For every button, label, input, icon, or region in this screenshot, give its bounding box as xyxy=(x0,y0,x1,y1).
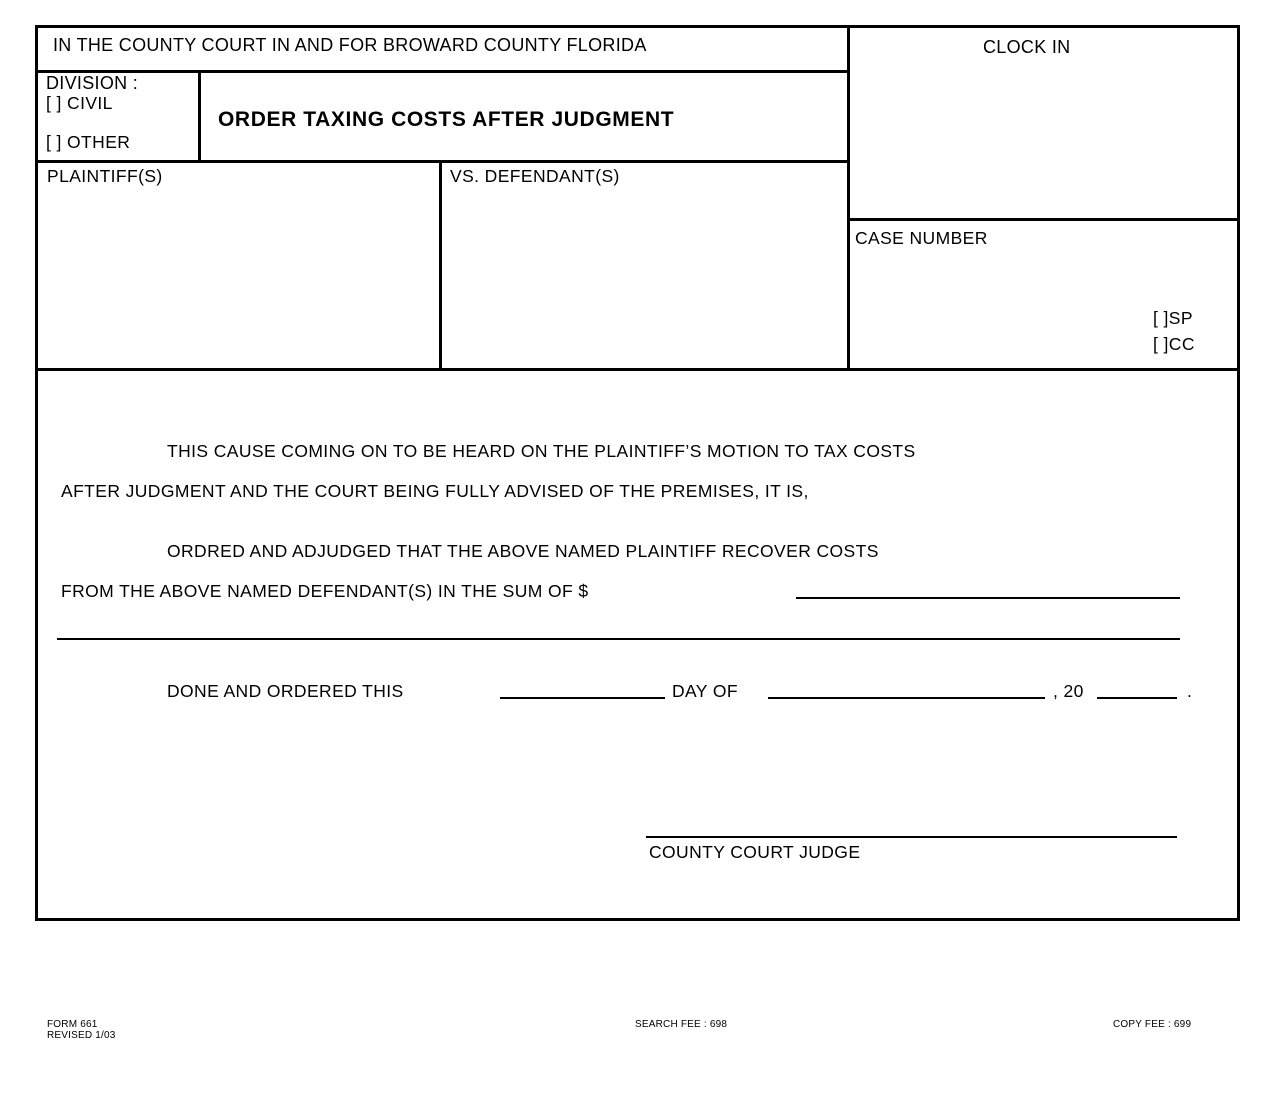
form-number: FORM 661 xyxy=(47,1019,98,1030)
division-label: DIVISION : xyxy=(46,73,139,93)
cc-checkbox[interactable]: [ ]CC xyxy=(1153,334,1195,354)
clock-in-label: CLOCK IN xyxy=(983,37,1071,57)
sp-checkbox[interactable]: [ ]SP xyxy=(1153,308,1193,328)
year-line[interactable] xyxy=(1097,697,1177,699)
body-para2-line1: ORDRED AND ADJUDGED THAT THE ABOVE NAMED PLAINTIFF RECOVER COSTS xyxy=(167,541,879,561)
judge-label: COUNTY COURT JUDGE xyxy=(649,842,861,862)
body-para1-line1: THIS CAUSE COMING ON TO BE HEARD ON THE PLAINTIFF’S MOTION TO TAX COSTS xyxy=(167,441,916,461)
divider-title-row xyxy=(35,160,849,163)
divider-division xyxy=(198,70,201,163)
body-para2-line2: FROM THE ABOVE NAMED DEFENDANT(S) IN THE SUM OF $ xyxy=(61,581,589,601)
body-para1-line2: AFTER JUDGMENT AND THE COURT BEING FULLY ADVISED OF THE PREMISES, IT IS, xyxy=(61,481,809,501)
date-period: . xyxy=(1187,681,1193,701)
divider-header-bottom xyxy=(35,368,1240,371)
copy-fee: COPY FEE : 699 xyxy=(1113,1019,1192,1030)
day-line[interactable] xyxy=(500,697,665,699)
case-number-label: CASE NUMBER xyxy=(855,228,988,248)
plaintiff-label: PLAINTIFF(S) xyxy=(47,166,163,186)
division-other-checkbox[interactable]: [ ] OTHER xyxy=(46,132,131,152)
court-heading: IN THE COUNTY COURT IN AND FOR BROWARD COUNTY FLORIDA xyxy=(53,35,647,55)
defendant-label: VS. DEFENDANT(S) xyxy=(450,166,620,186)
divider-parties xyxy=(439,160,442,371)
form-revised: REVISED 1/03 xyxy=(47,1030,116,1041)
judge-signature-line[interactable] xyxy=(646,836,1177,838)
sum-amount-line[interactable] xyxy=(796,597,1180,599)
year-prefix: , 20 xyxy=(1053,681,1084,701)
divider-case-number xyxy=(847,218,1240,221)
divider-clock-in xyxy=(847,25,850,371)
done-ordered-label: DONE AND ORDERED THIS xyxy=(167,681,404,701)
divider-court-row xyxy=(35,70,849,73)
day-of-label: DAY OF xyxy=(672,681,738,701)
sum-continuation-line[interactable] xyxy=(57,638,1180,640)
form-title: ORDER TAXING COSTS AFTER JUDGMENT xyxy=(218,108,675,131)
search-fee: SEARCH FEE : 698 xyxy=(635,1019,728,1030)
month-line[interactable] xyxy=(768,697,1045,699)
division-civil-checkbox[interactable]: [ ] CIVIL xyxy=(46,93,113,113)
